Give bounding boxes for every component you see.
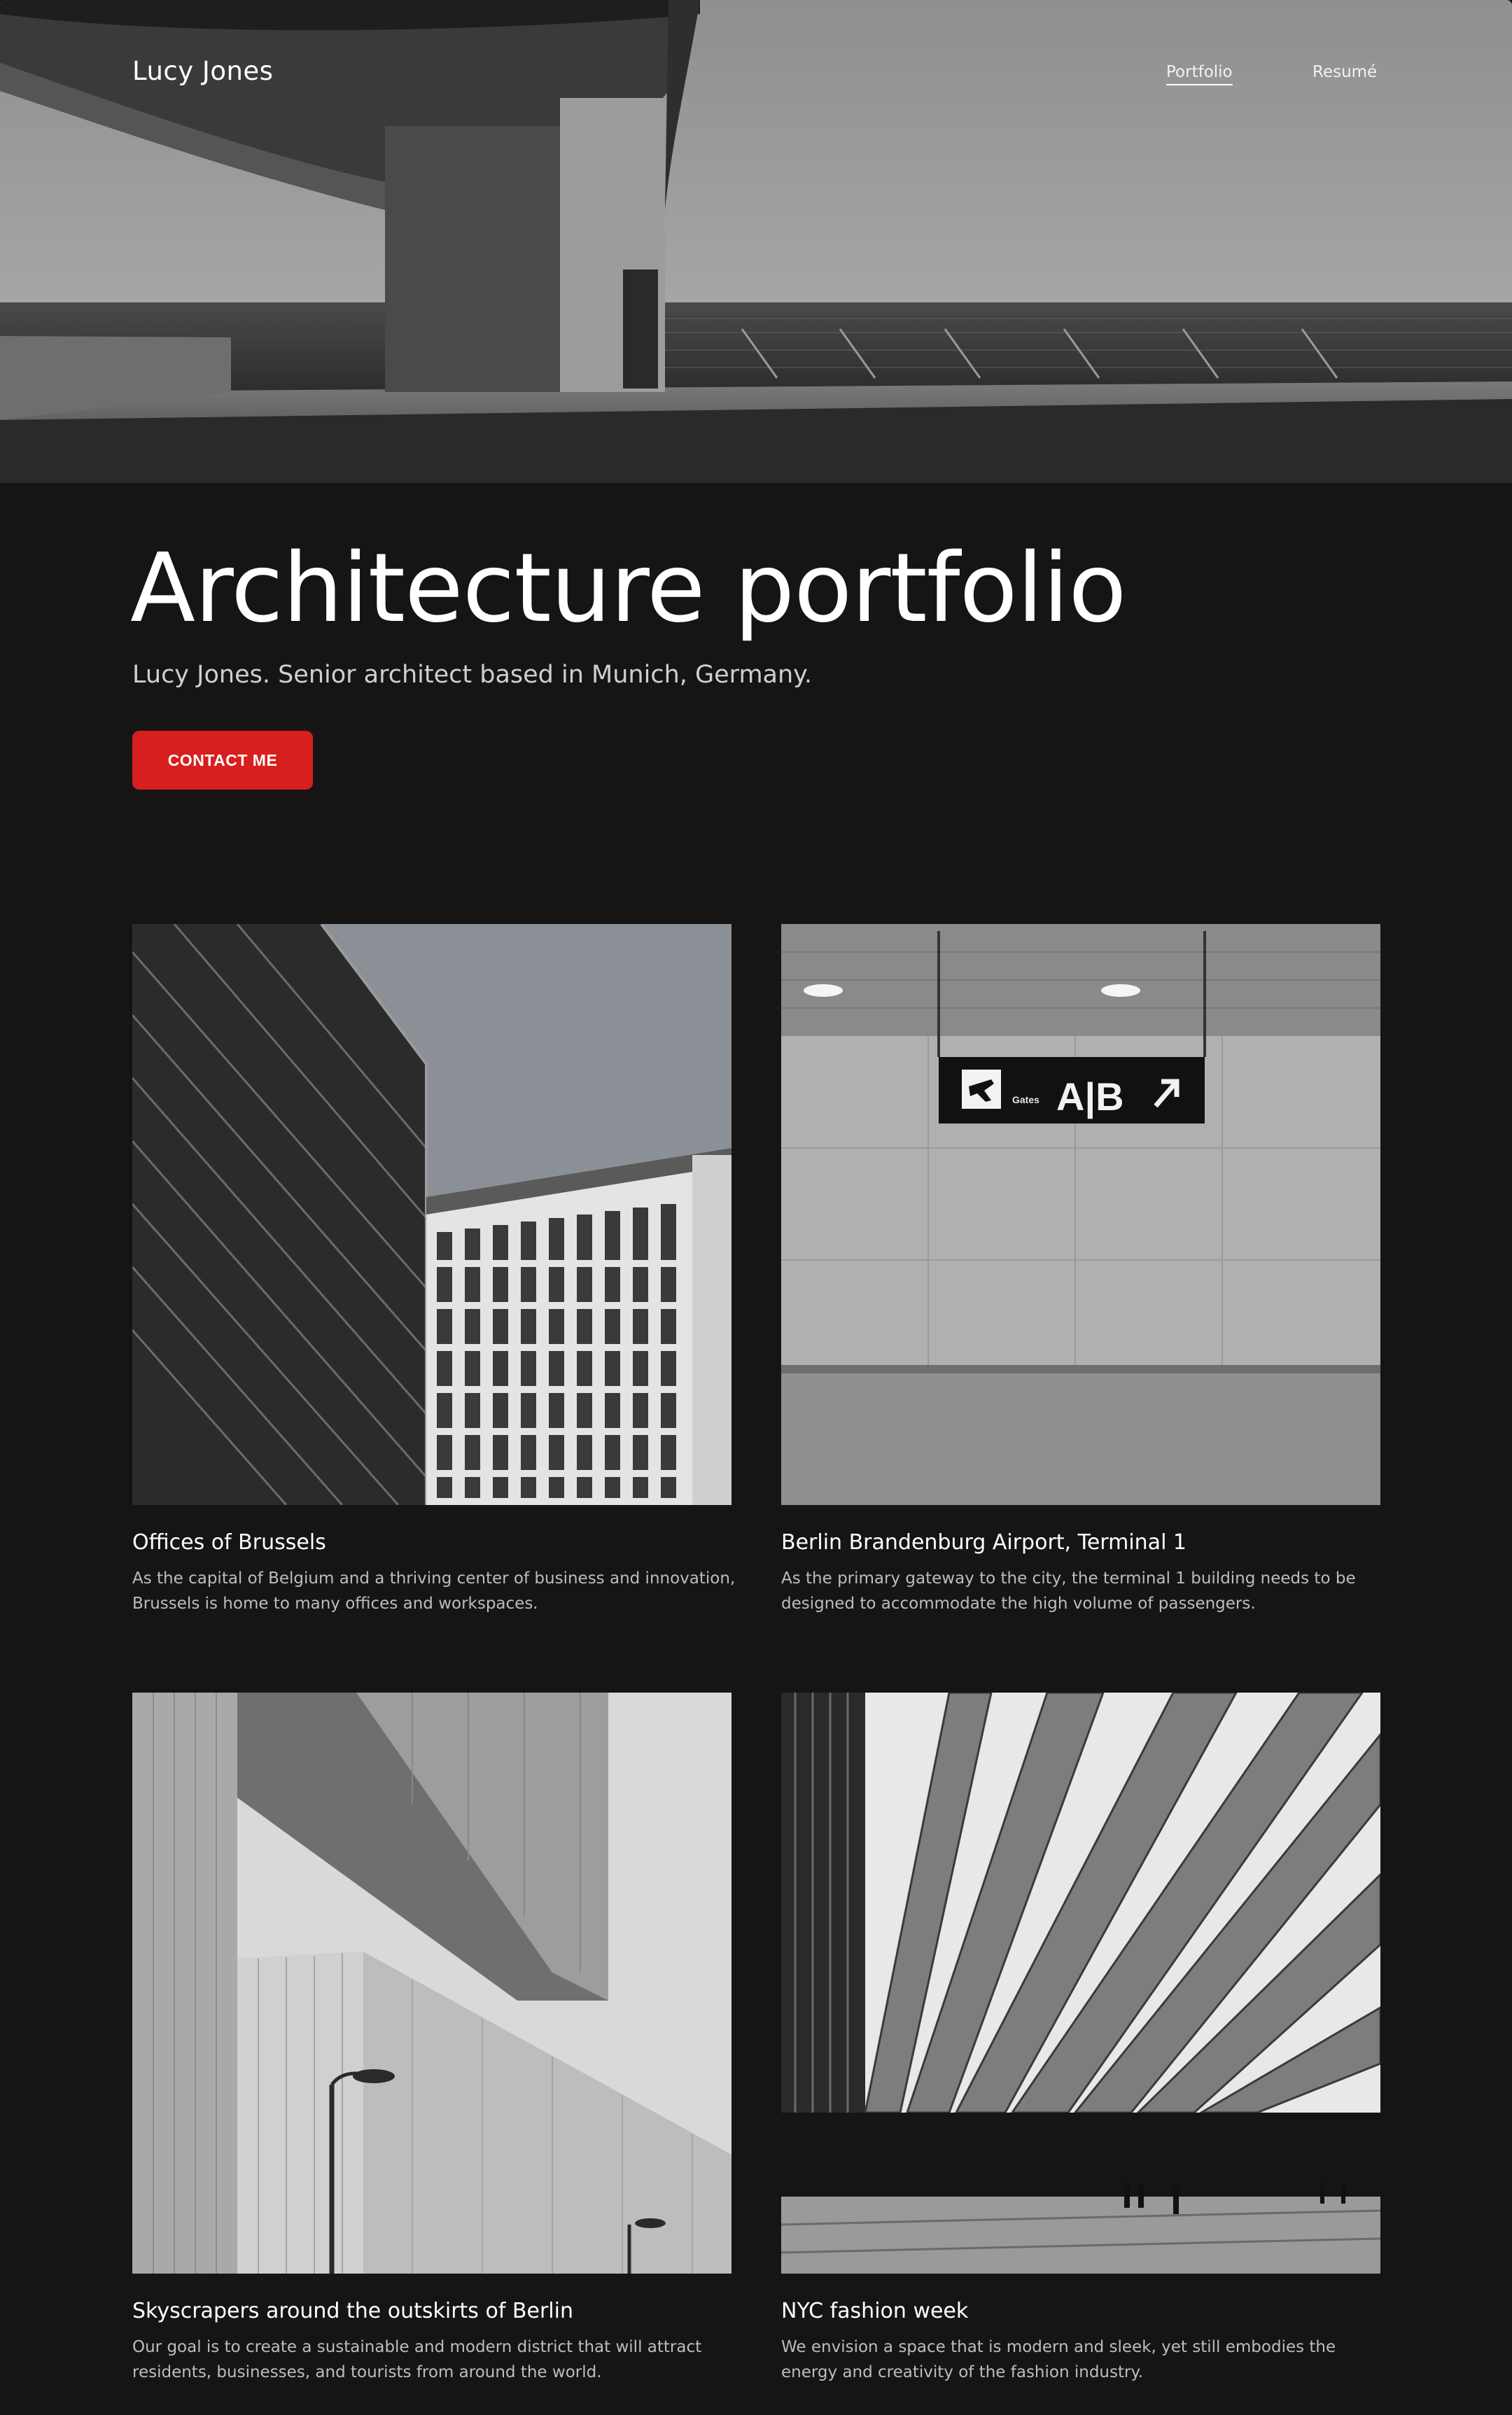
page-title: Architecture portfolio [130, 533, 1126, 644]
project-title[interactable]: Berlin Brandenburg Airport, Terminal 1 [781, 1530, 1187, 1555]
project-description: We envision a space that is modern and sleek, yet still embodies the energy and creativity of the fashion industry. [781, 2338, 1336, 2381]
contact-me-button[interactable]: CONTACT ME [132, 731, 313, 790]
top-nav [0, 0, 1512, 147]
brand-name[interactable]: Lucy Jones [132, 56, 274, 86]
project-card-nyc-fashion-week[interactable] [781, 1693, 1380, 2385]
project-image[interactable] [132, 924, 732, 1505]
page-subtitle: Lucy Jones. Senior architect based in Munich, Germany. [132, 661, 813, 689]
project-card-skyscrapers-berlin[interactable] [132, 1693, 732, 2385]
project-image[interactable] [132, 1693, 732, 2274]
project-description: As the capital of Belgium and a thriving center of business and innovation, Brussels is home to many offices and workspaces. [132, 1569, 736, 1613]
project-title[interactable]: Skyscrapers around the outskirts of Berlin [132, 2299, 573, 2323]
project-card-offices-brussels[interactable] [132, 924, 736, 1616]
project-title[interactable]: Offices of Brussels [132, 1530, 326, 1555]
project-image[interactable] [781, 924, 1380, 1505]
sign-gates-label: Gates [1012, 1094, 1040, 1105]
nav-link-portfolio[interactable]: Portfolio [1166, 63, 1233, 85]
nav-link-resume[interactable]: Resumé [1312, 63, 1378, 81]
project-card-berlin-airport[interactable] [781, 924, 1380, 1616]
project-description: As the primary gateway to the city, the terminal 1 building needs to be designed to accommodate the high volume of passengers. [781, 1569, 1356, 1613]
project-title[interactable]: NYC fashion week [781, 2299, 969, 2323]
project-image[interactable] [781, 1693, 1380, 2274]
hero-banner [0, 0, 1512, 483]
project-description: Our goal is to create a sustainable and modern district that will attract residents, businesses, and tourists from around the world. [132, 2338, 702, 2381]
sign-gate-letters: A|B [1056, 1074, 1124, 1119]
